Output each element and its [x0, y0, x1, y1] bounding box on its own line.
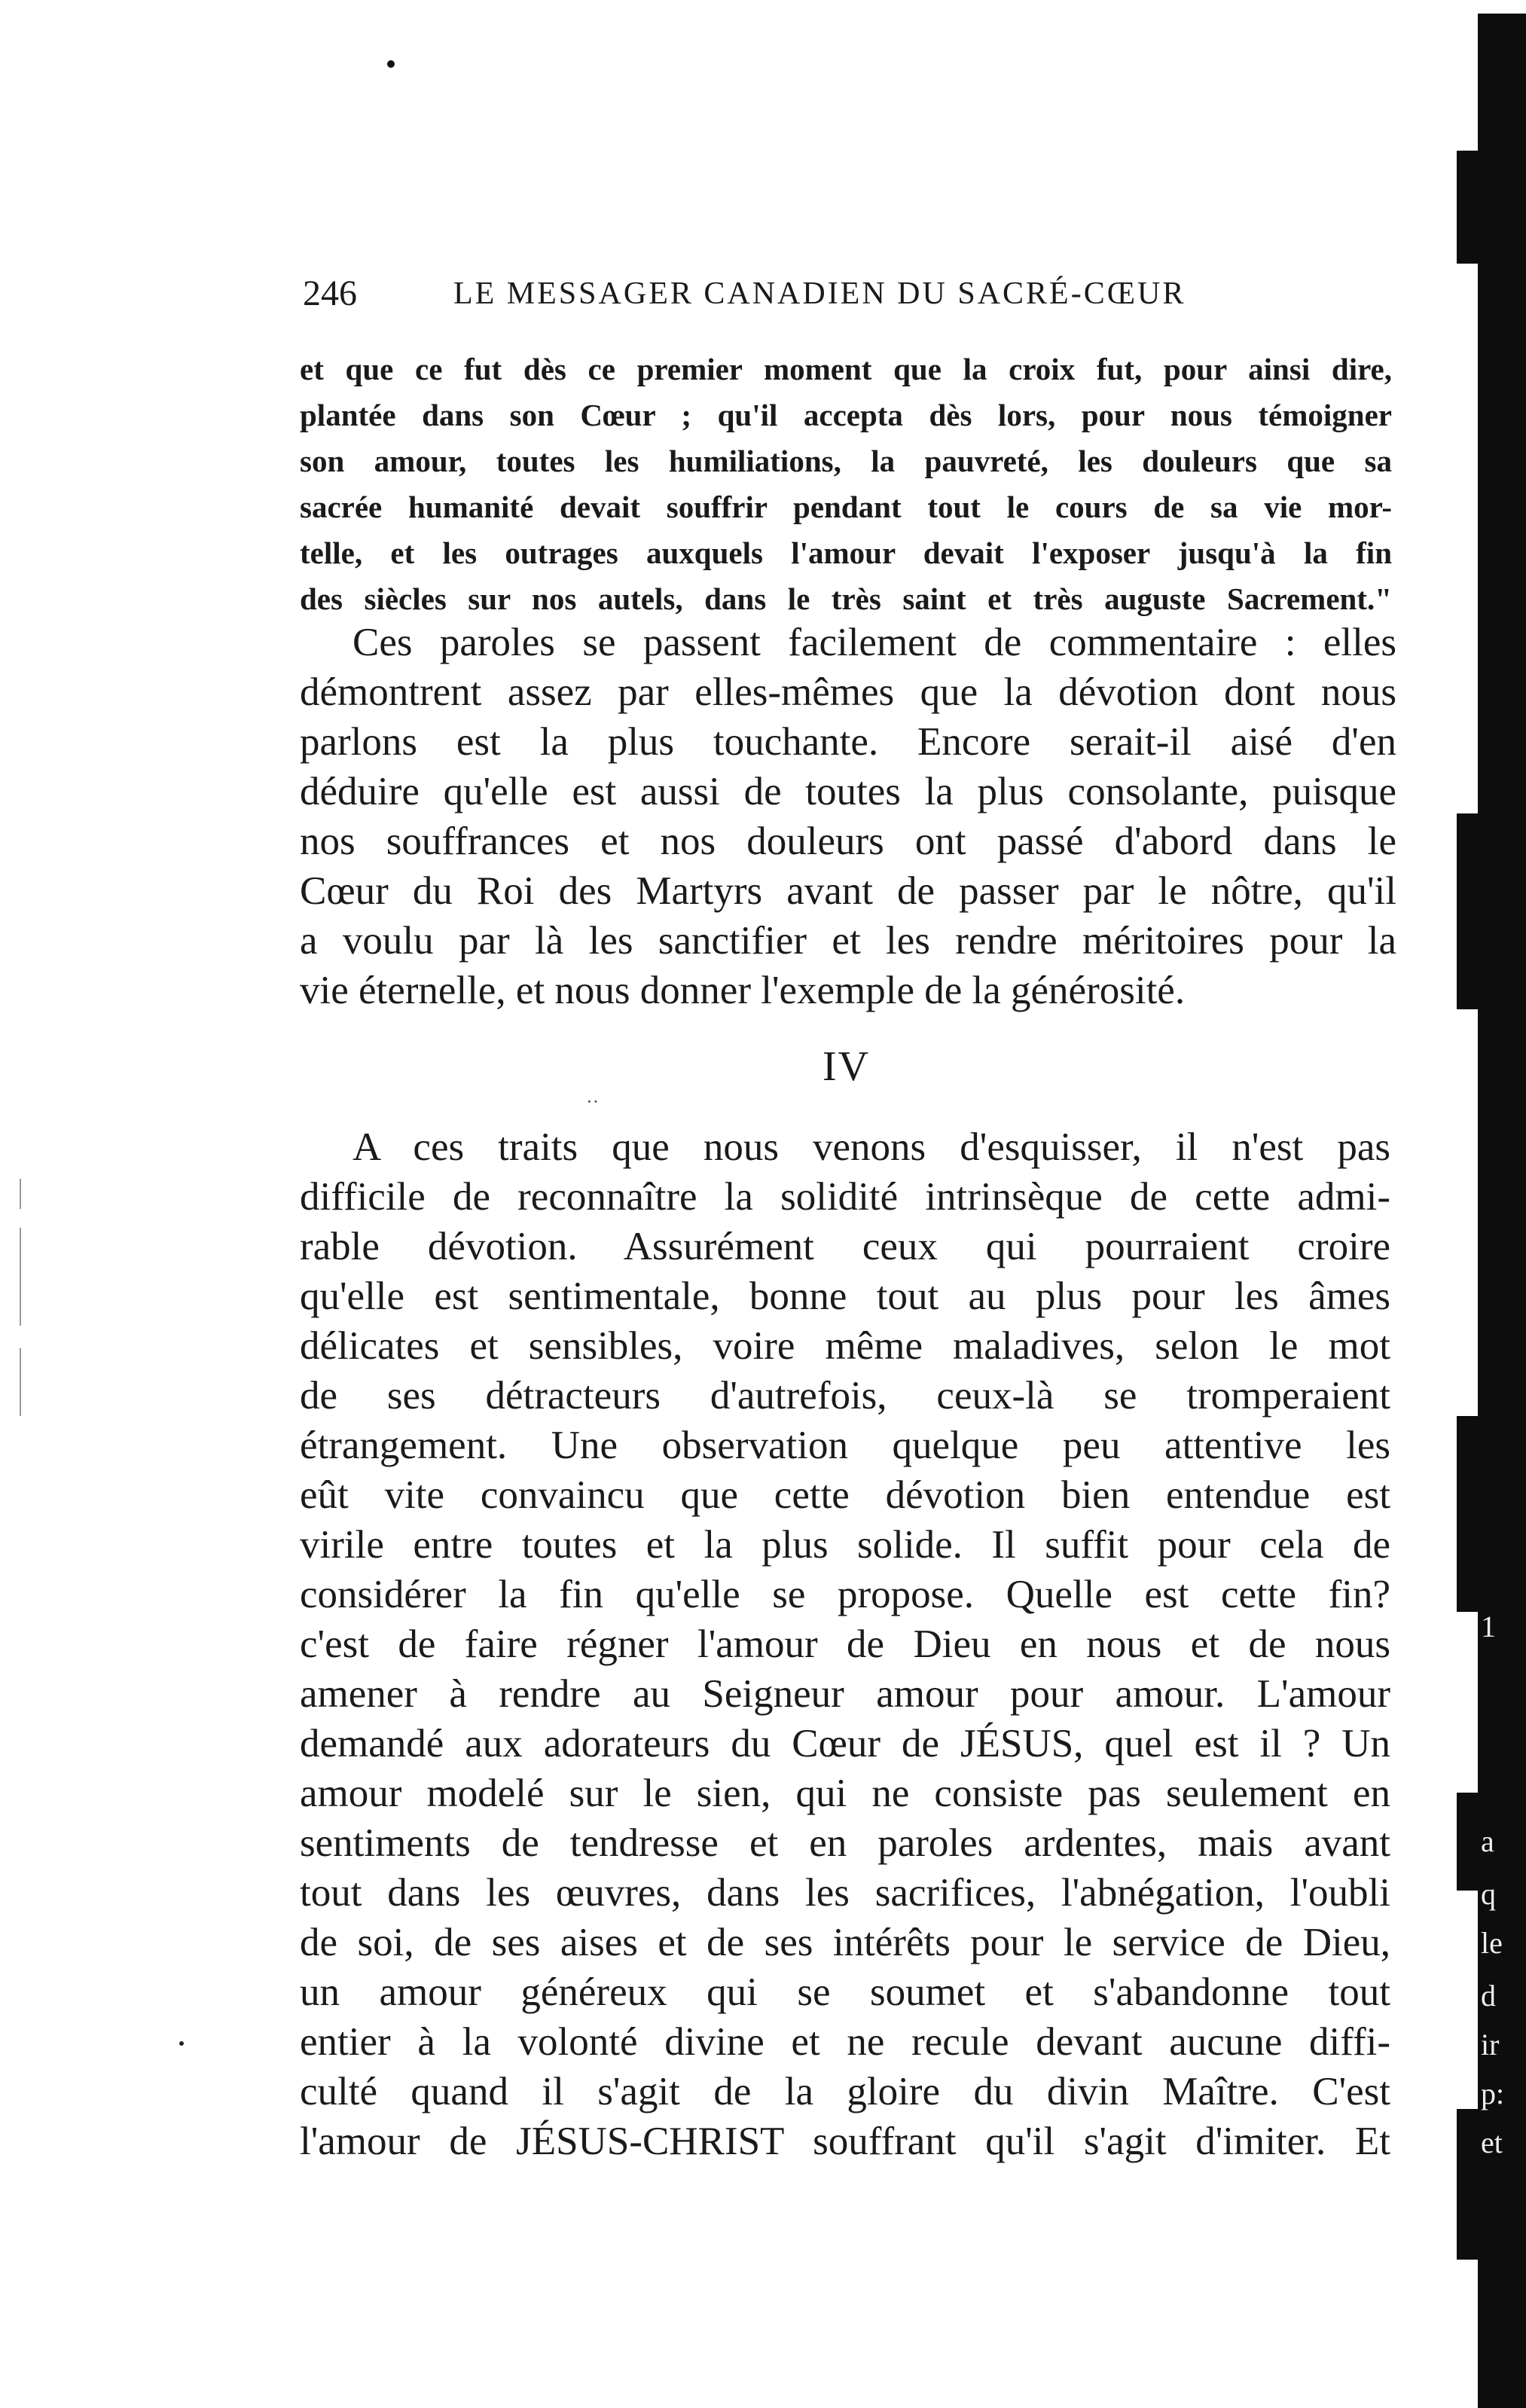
scan-mark	[20, 1348, 21, 1416]
adjacent-page-margin	[1390, 0, 1526, 2408]
text-line: entier à la volonté divine et ne recule devant aucune diffi-	[300, 2020, 1390, 2064]
text-line: de ses détracteurs d'autrefois, ceux-là se tromperaient	[300, 1374, 1390, 1418]
text-line: son amour, toutes les humiliations, la pauvreté, les douleurs que sa	[300, 444, 1392, 478]
text-line: de soi, de ses aises et de ses intérêts pour le service de Dieu,	[300, 1921, 1390, 1964]
text-line: nos souffrances et nos douleurs ont passé d'abord dans le	[300, 819, 1396, 863]
ink-speck	[179, 2041, 184, 2046]
text-line: qu'elle est sentimentale, bonne tout au plus pour les âmes	[300, 1274, 1390, 1318]
margin-fragment: q	[1481, 1877, 1496, 1911]
text-line: considérer la fin qu'elle se propose. Quelle est cette fin?	[300, 1573, 1390, 1616]
text-line: sacrée humanité devait souffrir pendant tout le cours de sa vie mor-	[300, 490, 1392, 524]
section-heading: IV	[823, 1043, 871, 1090]
text-line: virile entre toutes et la plus solide. Il suffit pour cela de	[300, 1523, 1390, 1567]
margin-fragment: le	[1481, 1926, 1503, 1960]
text-line: telle, et les outrages auxquels l'amour devait l'exposer jusqu'à la fin	[300, 536, 1392, 570]
text-line: tout dans les œuvres, dans les sacrifices, l'abnégation, l'oubli	[300, 1871, 1390, 1915]
text-line: un amour généreux qui se soumet et s'abandonne tout	[300, 1970, 1390, 2014]
margin-fragment: a	[1481, 1824, 1494, 1858]
running-header	[303, 271, 1372, 324]
text-line: plantée dans son Cœur ; qu'il accepta dès lors, pour nous témoigner	[300, 398, 1392, 432]
text-line: eût vite convaincu que cette dévotion bien entendue est	[300, 1473, 1390, 1517]
text-line: étrangement. Une observation quelque peu attentive les	[300, 1424, 1390, 1467]
margin-fragment: et	[1481, 2126, 1503, 2159]
scan-mark	[20, 1179, 21, 1209]
text-line: culté quand il s'agit de la gloire du divin Maître. C'est	[300, 2070, 1390, 2113]
margin-fragment: p:	[1481, 2077, 1505, 2110]
running-title: LE MESSAGER CANADIEN DU SACRÉ-CŒUR	[453, 276, 1186, 311]
text-line: amour modelé sur le sien, qui ne consiste pas seulement en	[300, 1772, 1390, 1815]
text-line: demandé aux adorateurs du Cœur de JÉSUS, quel est il ? Un	[300, 1722, 1390, 1766]
text-line: a voulu par là les sanctifier et les rendre méritoires pour la	[300, 919, 1396, 963]
margin-fragment: d	[1481, 1979, 1496, 2013]
margin-fragment: ir	[1481, 2028, 1500, 2062]
text-line: vie éternelle, et nous donner l'exemple de la générosité.	[300, 969, 1186, 1012]
ink-speck: ··	[586, 1091, 600, 1112]
text-line: amener à rendre au Seigneur amour pour amour. L'amour	[300, 1672, 1390, 1716]
text-line: difficile de reconnaître la solidité intrinsèque de cette admi-	[300, 1175, 1390, 1219]
text-line: l'amour de JÉSUS-CHRIST souffrant qu'il s'agit d'imiter. Et	[300, 2120, 1390, 2163]
page-number: 246	[303, 273, 357, 313]
ink-speck	[387, 60, 395, 68]
text-line: et que ce fut dès ce premier moment que la croix fut, pour ainsi dire,	[300, 352, 1392, 386]
text-line: parlons est la plus touchante. Encore serait-il aisé d'en	[300, 720, 1396, 764]
paragraph	[300, 1122, 1390, 2166]
text-line: Cœur du Roi des Martyrs avant de passer par le nôtre, qu'il	[300, 869, 1396, 913]
scan-mark	[20, 1228, 21, 1326]
text-line: sentiments de tendresse et en paroles ardentes, mais avant	[300, 1821, 1390, 1865]
text-line: déduire qu'elle est aussi de toutes la plus consolante, puisque	[300, 770, 1396, 813]
text-line: des siècles sur nos autels, dans le très saint et très auguste Sacrement."	[300, 581, 1392, 616]
paragraph	[300, 618, 1396, 1015]
quotation-block	[300, 346, 1392, 622]
text-line: Ces paroles se passent facilement de commentaire : elles	[353, 621, 1396, 664]
text-line: c'est de faire régner l'amour de Dieu en nous et de nous	[300, 1622, 1390, 1666]
text-line: A ces traits que nous venons d'esquisser, il n'est pas	[353, 1125, 1390, 1169]
text-line: démontrent assez par elles-mêmes que la dévotion dont nous	[300, 670, 1396, 714]
margin-fragment: 1	[1481, 1610, 1496, 1643]
text-line: délicates et sensibles, voire même maladives, selon le mot	[300, 1324, 1390, 1368]
text-line: rable dévotion. Assurément ceux qui pourraient croire	[300, 1225, 1390, 1268]
